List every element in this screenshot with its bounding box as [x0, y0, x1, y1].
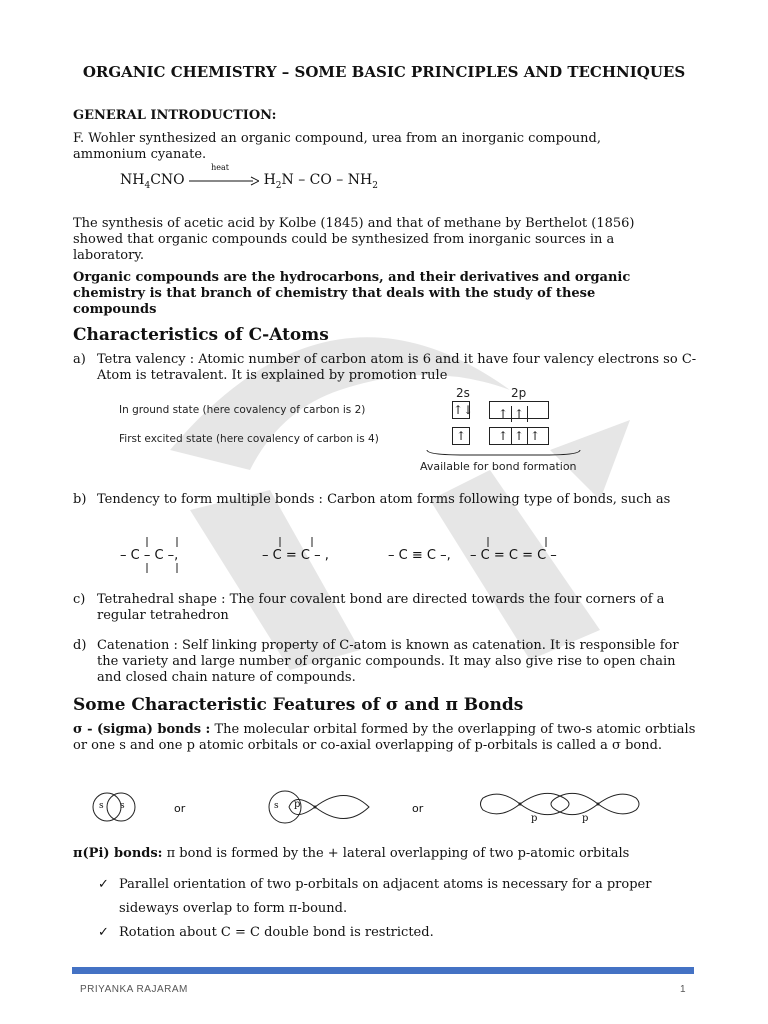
urea-reaction — [120, 163, 378, 191]
excited-2p-box — [489, 427, 549, 445]
check-text: Rotation about C = C double bond is restricted. — [119, 925, 434, 940]
label-2p: 2p — [511, 386, 527, 400]
excited-state-label: First excited state (here covalency of carbon is 4) — [119, 433, 379, 445]
or-label: or — [412, 802, 424, 815]
arrow-label: heat — [211, 163, 229, 172]
item-text: Tendency to form multiple bonds : Carbon atom forms following type of bonds, such as — [97, 492, 671, 507]
reactant: $NH_4CNO$ — [120, 172, 185, 191]
cumulated-bond: – C = C = C – — [470, 548, 557, 563]
footer-bar — [72, 967, 694, 974]
synthesis-paragraph: The synthesis of acetic acid by Kolbe (1845) and that of methane by Berthelot (1856) showed that organic compounds could be synthesized from inorganic sources in a laboratory. — [73, 216, 635, 263]
ground-state-label: In ground state (here covalency of carbon is 2) — [119, 404, 366, 416]
s-label: s — [120, 801, 125, 811]
s-s-overlap-diagram — [90, 790, 140, 824]
sigma-label: σ - (sigma) bonds : — [73, 722, 211, 737]
list-item — [73, 492, 703, 526]
or-label: or — [174, 802, 186, 815]
check-item — [98, 877, 698, 919]
pi-label: π(Pi) bonds: — [73, 846, 163, 861]
item-label: d) — [73, 638, 87, 653]
single-bond: – C – C –, — [120, 548, 179, 563]
s-p-overlap-diagram — [265, 788, 375, 826]
s-label: s — [99, 801, 104, 811]
check-text: Parallel orientation of two p-orbitals on adjacent atoms is necessary for a proper sideways overlap to form π-bound. — [119, 877, 652, 916]
product: $H_2N$ – CO – $NH_2$ — [263, 172, 378, 191]
page-title: ORGANIC CHEMISTRY – SOME BASIC PRINCIPLES AND TECHNIQUES — [82, 63, 686, 81]
check-item — [98, 925, 698, 945]
item-text: Tetrahedral shape : The four covalent bond are directed towards the four corners of a regular tetrahedron — [97, 592, 665, 623]
list-item — [73, 592, 703, 626]
orbital-cell: ↑ — [496, 406, 512, 422]
footer-author: PRIYANKA RAJARAM — [80, 984, 188, 995]
sigma-text: The molecular orbital formed by the overlapping of two-s atomic orbtials or one s and one p atomic orbitals or co-axial overlapping of p-orbitals is called a σ bond. — [73, 722, 696, 753]
orbital-cell: ↑ — [512, 428, 528, 444]
orbital-cell: ↑ — [496, 428, 512, 444]
item-text: Catenation : Self linking property of C-atom is known as catenation. It is responsible for the variety and large number of organic compounds. It may also give rise to open chain and closed chain nature of compounds. — [97, 638, 679, 685]
orbital-cell — [528, 402, 543, 418]
bond-formation-brace — [425, 448, 585, 458]
c-atoms-heading: Characteristics of C-Atoms — [73, 325, 329, 345]
ground-2p-box — [489, 401, 549, 419]
ground-2s-box: ↑↓ — [453, 403, 474, 417]
excited-2s-box: ↑ — [452, 427, 470, 445]
pi-text: π bond is formed by the + lateral overlapping of two p-atomic orbitals — [166, 846, 630, 861]
pi-paragraph — [73, 846, 698, 862]
orbital-cell: ↑ — [512, 406, 528, 422]
reaction-arrow — [189, 163, 259, 187]
available-label: Available for bond formation — [420, 460, 577, 473]
s-label: s — [274, 801, 279, 811]
general-introduction-heading: GENERAL INTRODUCTION: — [73, 108, 277, 123]
item-label: a) — [73, 352, 86, 367]
label-2s: 2s — [456, 386, 470, 400]
item-text: Tetra valency : Atomic number of carbon atom is 6 and it have four valency electrons so C-Atom is tetravalent. It is explained by promotion rule — [97, 352, 697, 383]
list-item — [73, 638, 703, 688]
check-icon: ✓ — [98, 925, 109, 940]
triple-bond: – C ≡ C –, — [388, 548, 451, 563]
p-label: p — [582, 813, 589, 824]
page-number: 1 — [680, 984, 686, 995]
list-item — [73, 352, 703, 386]
item-label: c) — [73, 592, 86, 607]
item-label: b) — [73, 492, 87, 507]
definition-paragraph: Organic compounds are the hydrocarbons, and their derivatives and organic chemistry is that branch of chemistry that deals with the study of these compounds — [73, 270, 631, 317]
intro-paragraph: F. Wohler synthesized an organic compound, urea from an inorganic compound, ammonium cyanate. — [73, 131, 601, 162]
double-bond: – C = C – , — [262, 548, 329, 563]
p-label: p — [294, 799, 301, 810]
sigma-paragraph — [73, 722, 698, 754]
orbital-cell: ↑ — [529, 429, 541, 443]
p-label: p — [531, 813, 538, 824]
sigma-pi-heading: Some Characteristic Features of σ and π Bonds — [73, 695, 524, 715]
check-icon: ✓ — [98, 877, 109, 892]
p-p-overlap-diagram — [478, 786, 643, 822]
